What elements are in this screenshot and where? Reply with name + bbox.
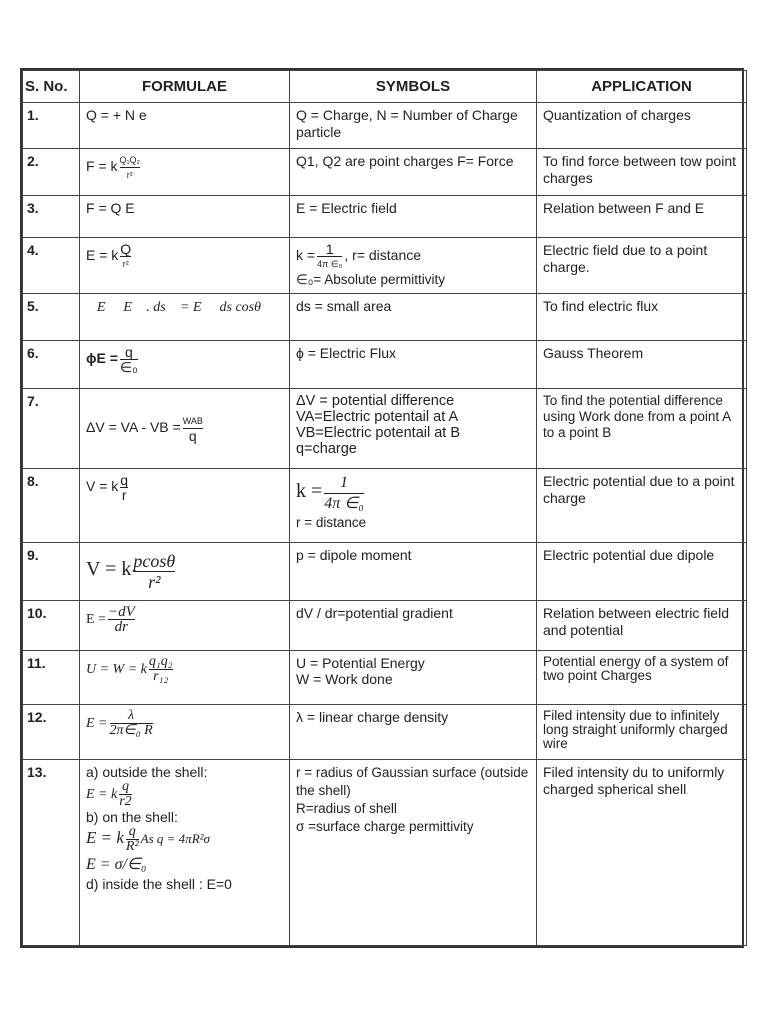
formula-cell — [80, 196, 290, 238]
table-header-row — [23, 71, 747, 103]
symbol-fraction — [324, 473, 364, 514]
symbol-line: W = Work done — [296, 671, 393, 687]
formula-b-fraction — [126, 825, 139, 854]
formula-cell — [80, 760, 290, 946]
header-formulae: FORMULAE — [80, 71, 290, 103]
symbol-line: r = radius of Gaussian surface (outside the shell) — [296, 765, 529, 798]
application-cell: Electric potential due dipole — [537, 543, 747, 601]
symbols-cell: p = dipole moment — [290, 543, 537, 601]
formula-cell — [80, 341, 290, 389]
row-number: 9. — [23, 543, 80, 601]
formula-table-container — [20, 68, 744, 948]
formula-denominator: r² — [120, 167, 141, 182]
table-row — [23, 103, 747, 149]
formula-lhs: U = W = k — [86, 662, 147, 678]
formula-case-a: a) outside the shell: — [86, 764, 208, 780]
symbols-cell — [290, 651, 537, 705]
formula-case-c: E = σ/∈₀ — [86, 856, 147, 873]
symbol-numerator: 1 — [325, 241, 334, 257]
formula-cell — [80, 651, 290, 705]
symbols-cell: dV / dr=potential gradient — [290, 601, 537, 651]
symbol-denominator: 4π ∈₀ — [317, 256, 342, 271]
application-cell: To find force between tow point charges — [537, 149, 747, 196]
formula-numerator: Q₁Q₂ — [119, 155, 141, 165]
formula-denominator: dr — [108, 619, 135, 634]
table-row — [23, 196, 747, 238]
symbol-distance: r = distance — [296, 515, 367, 530]
symbols-cell: ϕ = Electric Flux — [290, 341, 537, 389]
row-number: 4. — [23, 238, 80, 294]
formula-cell — [80, 705, 290, 760]
table-row — [23, 389, 747, 469]
formula-case-d: d) inside the shell : E=0 — [86, 876, 232, 892]
formula-cell — [80, 389, 290, 469]
row-number: 11. — [23, 651, 80, 705]
application-cell: Filed intensity due to infinitely long straight uniformly charged wire — [537, 705, 747, 760]
formula-cell — [80, 601, 290, 651]
table-row — [23, 149, 747, 196]
application-cell: To find the potential difference using Work done from a point A to a point B — [537, 389, 747, 469]
symbol-line: VB=Electric potentail at B — [296, 425, 461, 441]
formula-lhs: E = — [86, 612, 106, 628]
formula-b-denominator: R² — [125, 839, 139, 854]
formula-numerator: q₁q₂ — [148, 654, 173, 669]
formula-a-denominator: r2 — [119, 794, 132, 809]
symbol-permittivity: ∈₀= Absolute permittivity — [296, 272, 446, 287]
formula-a-lhs: E = k — [86, 787, 118, 803]
application-cell: Quantization of charges — [537, 103, 747, 149]
formula-fraction — [110, 709, 153, 738]
symbol-numerator: 1 — [340, 474, 349, 491]
row-number: 8. — [23, 469, 80, 543]
row-number: 7. — [23, 389, 80, 469]
application-cell: Potential energy of a system of two point Charges — [537, 651, 747, 705]
symbols-cell — [290, 760, 537, 946]
row-number: 6. — [23, 341, 80, 389]
table-row — [23, 601, 747, 651]
header-sno: S. No. — [23, 71, 80, 103]
application-cell: Gauss Theorem — [537, 341, 747, 389]
row-number: 5. — [23, 294, 80, 341]
symbols-cell — [290, 389, 537, 469]
formula-case-b: b) on the shell: — [86, 809, 178, 825]
formula-lhs: V = k — [86, 558, 132, 581]
row-number: 2. — [23, 149, 80, 196]
formula-denominator: q — [183, 428, 203, 443]
formula-fraction — [120, 242, 131, 271]
symbol-line: ΔV = potential difference — [296, 393, 455, 409]
formula: Q = + N e — [86, 107, 147, 123]
symbol-line: VA=Electric potentail at A — [296, 409, 459, 425]
formula-denominator: r² — [120, 256, 131, 271]
formula-lhs: F = k — [86, 158, 118, 175]
table-row — [23, 543, 747, 601]
symbols-cell: ds = small area — [290, 294, 537, 341]
formula-cell — [80, 543, 290, 601]
symbol-k: k = — [296, 247, 316, 264]
formula: F = Q E — [86, 200, 135, 216]
formula-denominator: 2π∈₀ R — [109, 723, 153, 738]
row-number: 12. — [23, 705, 80, 760]
symbol-line: R=radius of shell — [296, 801, 397, 816]
formula-numerator: −dV — [107, 604, 135, 620]
formula-b-lhs: E = k — [86, 828, 124, 848]
table-row — [23, 238, 747, 294]
symbols-cell: λ = linear charge density — [290, 705, 537, 760]
row-number: 3. — [23, 196, 80, 238]
table-row — [23, 651, 747, 705]
formula-denominator: r — [121, 487, 127, 503]
symbol-denominator: 4π ∈₀ — [324, 495, 364, 512]
symbol-line: σ =surface charge permittivity — [296, 819, 474, 834]
formula-fraction — [133, 551, 175, 592]
row-number: 13. — [23, 760, 80, 946]
symbols-cell — [290, 238, 537, 294]
formula-a-fraction — [119, 780, 131, 809]
row-number: 10. — [23, 601, 80, 651]
formula-fraction — [149, 655, 173, 684]
formula-fraction — [120, 345, 138, 374]
formula-lhs: ΔV = VA - VB = — [86, 419, 181, 436]
formula-numerator: λ — [128, 708, 135, 723]
formula-cell — [80, 238, 290, 294]
formula-table — [22, 70, 747, 946]
application-cell: Electric potential due to a point charge — [537, 469, 747, 543]
formula-denominator: r₁₂ — [149, 669, 173, 684]
symbol-fraction — [317, 242, 342, 271]
formula-numerator: q — [120, 472, 129, 488]
formula-numerator: pcosθ — [133, 551, 176, 571]
symbol-line: U = Potential Energy — [296, 655, 425, 671]
table-row — [23, 469, 747, 543]
application-cell: Relation between electric field and potential — [537, 601, 747, 651]
row-number: 1. — [23, 103, 80, 149]
formula-cell — [80, 469, 290, 543]
formula-b-numerator: q — [128, 824, 136, 839]
header-application: APPLICATION — [537, 71, 747, 103]
table-row — [23, 705, 747, 760]
formula-numerator: q — [125, 344, 133, 360]
formula-fraction — [120, 473, 128, 502]
formula-lhs: E = k — [86, 247, 119, 264]
application-cell: To find electric flux — [537, 294, 747, 341]
formula-lhs: V = k — [86, 478, 119, 495]
formula-b-rhs: As q = 4πR²σ — [140, 831, 210, 847]
table-row — [23, 341, 747, 389]
symbol-line: q=charge — [296, 441, 357, 457]
symbols-cell: Q = Charge, N = Number of Charge particle — [290, 103, 537, 149]
formula-cell — [80, 103, 290, 149]
application-cell: Electric field due to a point charge. — [537, 238, 747, 294]
formula-fraction — [120, 153, 141, 182]
formula-fraction — [108, 605, 135, 634]
table-row — [23, 294, 747, 341]
formula-cell — [80, 294, 290, 341]
table-row — [23, 760, 747, 946]
formula-numerator: WAB — [182, 416, 203, 426]
formula-fraction — [183, 414, 203, 443]
formula-a-numerator: q — [121, 779, 129, 794]
formula-numerator: Q — [120, 241, 132, 257]
formula-denominator: r² — [133, 571, 175, 592]
symbol-k: k = — [296, 480, 323, 503]
symbols-cell — [290, 469, 537, 543]
symbols-cell: Q1, Q2 are point charges F= Force — [290, 149, 537, 196]
formula-denominator: ∈₀ — [119, 359, 138, 375]
symbol-distance: , r= distance — [344, 247, 422, 264]
formula-lhs: ϕE = — [86, 350, 118, 367]
application-cell: Relation between F and E — [537, 196, 747, 238]
formula: ∅E ∮ E⃗ . ds⃗ = E ∮ ds cosθ — [86, 300, 261, 315]
application-cell: Filed intensity du to uniformly charged spherical shell — [537, 760, 747, 946]
formula-cell — [80, 149, 290, 196]
header-symbols: SYMBOLS — [290, 71, 537, 103]
formula-lhs: E = — [86, 716, 108, 732]
symbols-cell: E = Electric field — [290, 196, 537, 238]
